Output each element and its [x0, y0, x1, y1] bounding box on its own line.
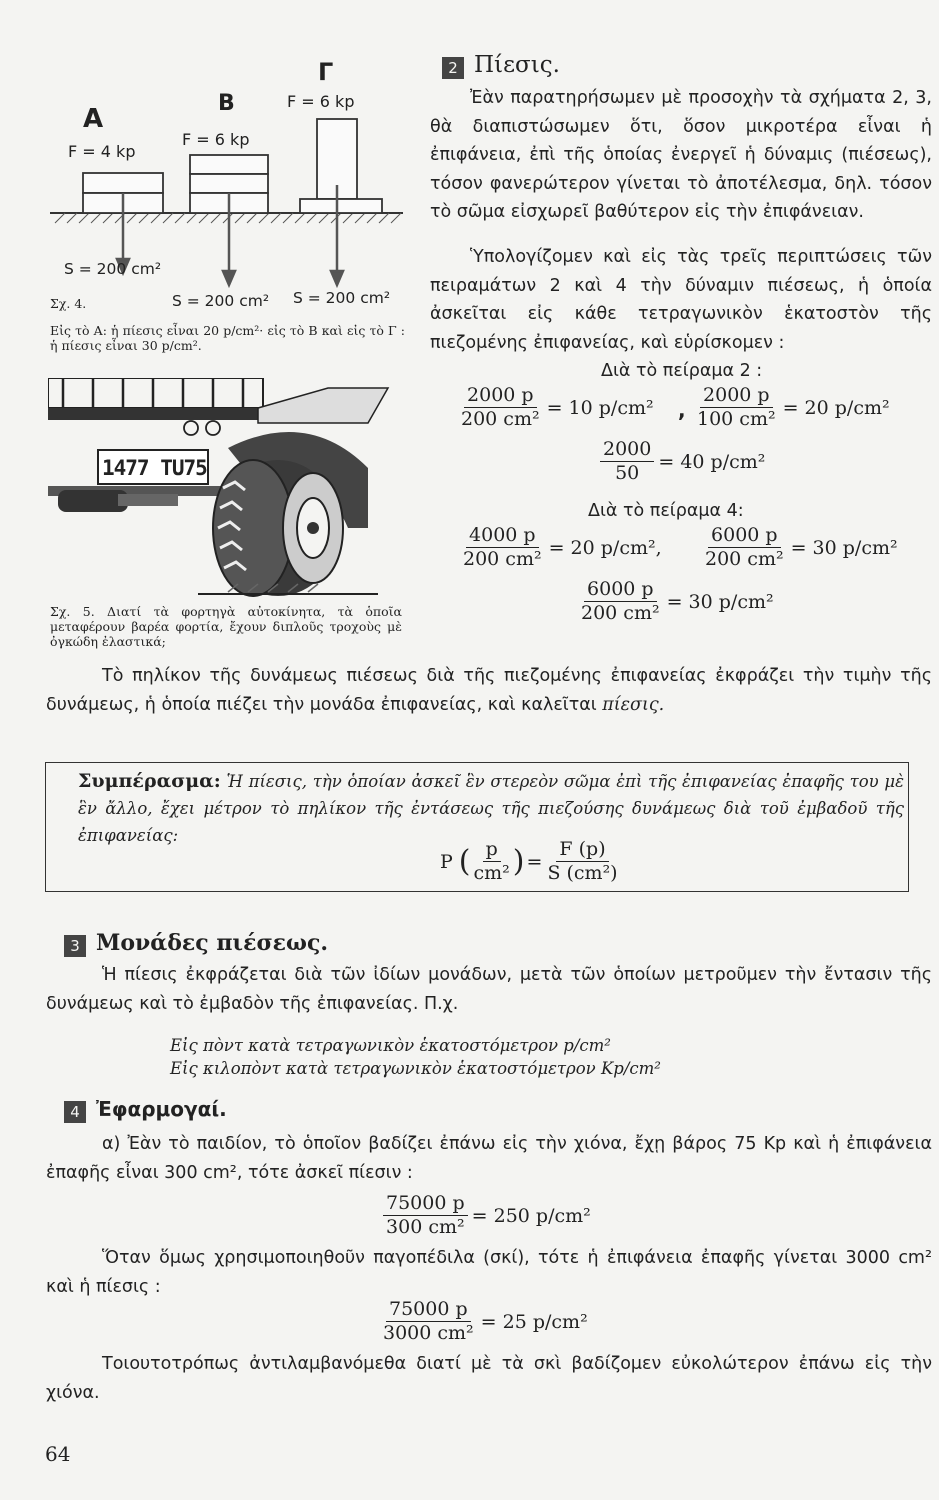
equation-5-fraction: [702, 524, 787, 571]
section-2-paragraph-3: [46, 662, 932, 719]
section-4-paragraph-a: α) Ἐὰν τὸ παιδίον, τὸ ὁποῖον βαδίζει ἐπάνω εἰς τὴν χιόνα, ἔχῃ βάρος 75 Kp καὶ ἡ ἐπιφάνεια ἐπαφῆς εἶναι 300 cm², τότε ἀσκεῖ πίεσιν :: [46, 1134, 932, 1183]
equation-6-denominator: 200 cm²: [581, 602, 660, 624]
experiment-2-label: Διὰ τὸ πείραμα 2 :: [601, 361, 763, 381]
equation-4-fraction: [460, 524, 545, 571]
equation-1-denominator: 200 cm²: [461, 408, 540, 430]
equation-6-fraction: [578, 578, 663, 625]
equation-separator: ,: [678, 398, 686, 422]
section-4-marker: 4: [64, 1101, 86, 1123]
equation-6-numerator: 6000 p: [584, 578, 657, 602]
equation-ski-numerator: 75000 p: [386, 1298, 471, 1322]
equation-5-denominator: 200 cm²: [705, 548, 784, 570]
pressure-definition-text: Τὸ πηλίκον τῆς δυνάμεως πιέσεως διὰ τῆς πιεζομένης ἐπιφανείας ἐκφράζει τὴν τιμὴν τῆς δυνάμεως, ἡ ὁποία πιέζει τὴν μονάδα ἐπιφανείας, καὶ καλεῖται: [46, 666, 932, 715]
section-2-title: Πίεσις.: [474, 52, 560, 78]
section-2-marker: 2: [442, 57, 464, 79]
conclusion-text-block: [78, 768, 904, 849]
section-3-title: Μονάδες πιέσεως.: [96, 930, 329, 956]
equation-snow-walking-result: = 250 p/cm²: [471, 1204, 591, 1227]
equation-2: [694, 384, 890, 431]
pressure-term: πίεσις.: [602, 694, 665, 715]
equation-3: [600, 438, 765, 485]
equation-2-denominator: 100 cm²: [697, 408, 776, 430]
formula-main-fraction: [544, 838, 620, 885]
equation-4-result: = 20 p/cm²,: [548, 536, 662, 559]
equation-snow-walking-numerator: 75000 p: [383, 1192, 468, 1216]
conclusion-statement: Ἡ πίεσις, τὴν ὁποίαν ἀσκεῖ ἓν στερεὸν σῶμα ἐπὶ τῆς ἐπιφανείας ἐπαφῆς του μὲ ἓν ἄλλο, ἔχει μέτρον τὸ πηλίκον τῆς ἐντάσεως τῆς πιεζούσης δυνάμεως διὰ τοῦ ἐμβαδοῦ τῆς ἐπιφανείας:: [78, 772, 904, 845]
equation-4: [460, 524, 662, 571]
unit-example-1: Εἰς πὸντ κατὰ τετραγωνικὸν ἑκατοστόμετρον p/cm²: [170, 1036, 611, 1055]
section-4-paragraph-b: Ὅταν ὅμως χρησιμοποιηθοῦν παγοπέδιλα (σκί), τότε ἡ ἐπιφάνεια ἐπαφῆς γίνεται 3000 cm² καὶ ἡ πίεσις :: [46, 1248, 932, 1297]
formula-unit-fraction: [471, 838, 513, 885]
section-4-paragraph-c: Τοιουτοτρόπως ἀντιλαμβανόμεθα διατί μὲ τὰ σκὶ βαδίζομεν εὐκολώτερον ἐπάνω εἰς τὴν χιόνα.: [46, 1354, 932, 1403]
formula-paren-close: ): [512, 844, 525, 879]
fig4-label-b: B: [218, 91, 235, 116]
equation-1-numerator: 2000 p: [464, 384, 537, 408]
formula-denominator: S (cm²): [547, 862, 618, 884]
equation-1-fraction: [458, 384, 543, 431]
equation-6: [578, 578, 774, 625]
equation-ski-denominator: 3000 cm²: [383, 1322, 474, 1344]
license-plate-text: 1477 TU75: [102, 456, 207, 480]
equation-snow-walking-denominator: 300 cm²: [386, 1216, 465, 1238]
equation-4-denominator: 200 cm²: [463, 548, 542, 570]
formula-unit-numerator: p: [483, 838, 501, 862]
fig4-label-c: Γ: [318, 58, 334, 86]
equation-snow-walking-fraction: [383, 1192, 468, 1239]
equation-1-result: = 10 p/cm²: [546, 396, 654, 419]
fig4-force-b: F = 6 kp: [182, 130, 250, 149]
formula-unit-denominator: cm²: [473, 862, 510, 884]
fig4-label-a: A: [83, 104, 104, 134]
fig4-number: Σχ. 4.: [50, 296, 87, 311]
equation-5: [702, 524, 898, 571]
section-2-paragraph-1: Ἐὰν παρατηρήσωμεν μὲ προσοχὴν τὰ σχήματα 2, 3, θὰ διαπιστώσωμεν ὅτι, ὅσον μικροτέρα εἶναι ἡ ἐπιφάνεια, ἐπὶ τῆς ὁποίας ἐνεργεῖ ἡ δύναμις (πιέσεως), τόσον φανερώτερον γίνεται τὸ ἀποτέλεσμα, δηλ. τόσον τὸ σῶμα εἰσχωρεῖ βαθύτερον εἰς τὴν ἐπιφάνειαν.: [430, 88, 932, 222]
equation-snow-walking: [383, 1192, 591, 1239]
fig5-caption: Σχ. 5. Διατί τὰ φορτηγὰ αὐτοκίνητα, τὰ ὁποῖα μεταφέρουν βαρέα φορτία, ἔχουν διπλοῦς τροχοὺς μὲ ὀγκώδη ἐλαστικά;: [50, 604, 402, 649]
unit-example-2: Εἰς κιλοπὸντ κατὰ τετραγωνικὸν ἑκατοστόμετρον Kp/cm²: [170, 1059, 661, 1078]
section-2-paragraph-2: Ὑπολογίζομεν καὶ εἰς τὰς τρεῖς περιπτώσεις τῶν πειραμάτων 2 καὶ 4 τὴν δύναμιν πιέσεως, ἡ ὁποία ἀσκεῖται εἰς κάθε τετραγωνικὸν ἑκατοστὸν τῆς πιεζομένης ἐπιφανείας, καὶ εὑρίσκομεν :: [430, 247, 932, 353]
formula-equals: =: [526, 850, 543, 873]
equation-2-numerator: 2000 p: [700, 384, 773, 408]
brick-stack-c: [300, 119, 382, 213]
figure-5-truck-illustration: [48, 378, 410, 600]
equation-ski-result: = 25 p/cm²: [480, 1310, 588, 1333]
section-3-heading: [64, 930, 328, 957]
fig4-area-c: S = 200 cm²: [293, 289, 391, 307]
equation-ski: [380, 1298, 588, 1345]
equation-ski-fraction: [380, 1298, 477, 1345]
equation-3-result: = 40 p/cm²: [658, 450, 766, 473]
section-3-marker: 3: [64, 935, 86, 957]
fig4-force-c: F = 6 kp: [287, 92, 355, 111]
equation-5-result: = 30 p/cm²: [790, 536, 898, 559]
section-3-paragraph: Ἡ πίεσις ἐκφράζεται διὰ τῶν ἰδίων μονάδων, μετὰ τῶν ὁποίων μετροῦμεν τὴν ἔντασιν τῆς δυνάμεως καὶ τὸ ἐμβαδὸν τῆς ἐπιφανείας. Π.χ.: [46, 965, 932, 1014]
conclusion-label: Συμπέρασμα:: [78, 770, 221, 792]
equation-5-numerator: 6000 p: [708, 524, 781, 548]
pressure-formula: [440, 838, 621, 885]
formula-numerator: F (p): [556, 838, 608, 862]
equation-4-numerator: 4000 p: [466, 524, 539, 548]
experiment-4-label: Διὰ τὸ πείραμα 4:: [588, 501, 744, 521]
section-4-title: Ἐφαρμογαί.: [96, 1097, 227, 1121]
fig4-area-a: S = 200 cm²: [64, 260, 162, 278]
section-2-heading: [442, 52, 560, 79]
section-4-heading: [64, 1097, 227, 1123]
equation-1: [458, 384, 654, 431]
equation-6-result: = 30 p/cm²: [666, 590, 774, 613]
page-number: 64: [45, 1442, 71, 1466]
equation-2-result: = 20 p/cm²: [782, 396, 890, 419]
equation-3-numerator: 2000: [600, 438, 654, 462]
equation-2-fraction: [694, 384, 779, 431]
formula-p-symbol: P: [440, 850, 453, 873]
formula-paren-open: (: [458, 844, 471, 879]
equation-3-fraction: [600, 438, 654, 485]
equation-3-denominator: 50: [615, 462, 640, 484]
fig4-force-a: F = 4 kp: [68, 142, 136, 161]
fig4-area-b: S = 200 cm²: [172, 292, 270, 310]
fig4-caption: Εἰς τὸ Α: ἡ πίεσις εἶναι 20 p/cm²· εἰς τὸ Β καὶ εἰς τὸ Γ : ἡ πίεσις εἶναι 30 p/cm².: [50, 323, 405, 353]
